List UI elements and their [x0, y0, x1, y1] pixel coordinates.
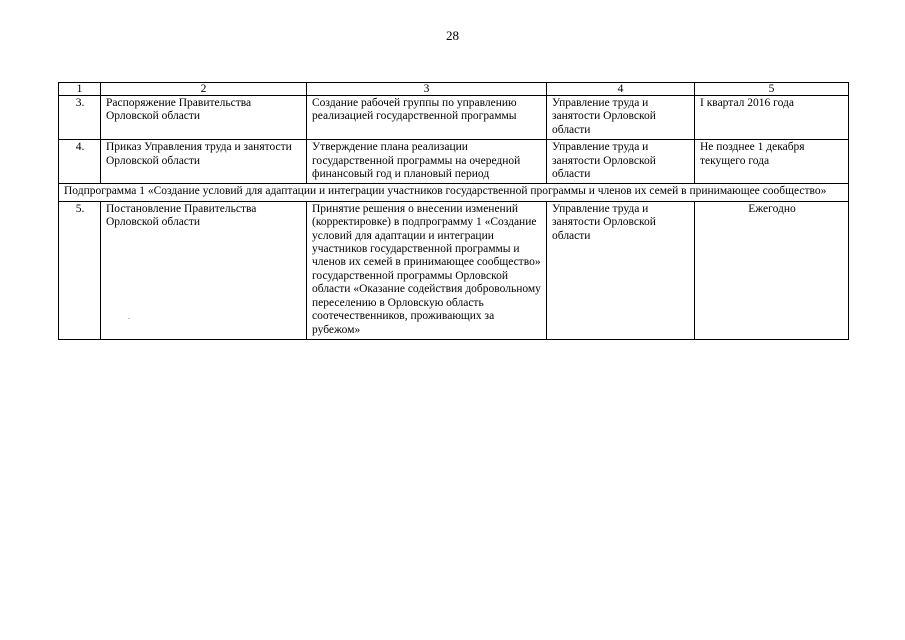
table-row	[59, 140, 849, 184]
document-type-cell: Приказ Управления труда и занятости Орловской области	[101, 140, 307, 184]
responsible-cell: Управление труда и занятости Орловской области	[547, 96, 695, 140]
subprogram-title: Подпрограмма 1 «Создание условий для адаптации и интеграции участников государственной программы и членов их семей в принимающее сообщество»	[59, 184, 849, 201]
deadline-cell: Ежегодно	[695, 201, 849, 339]
subprogram-row	[59, 184, 849, 201]
plan-table	[58, 82, 849, 340]
header-col-3: 3	[307, 83, 547, 96]
table-row	[59, 201, 849, 339]
deadline-cell: Не позднее 1 декабря текущего года	[695, 140, 849, 184]
header-col-2: 2	[101, 83, 307, 96]
row-number: 3.	[59, 96, 101, 140]
header-col-1: 1	[59, 83, 101, 96]
row-number: 4.	[59, 140, 101, 184]
header-col-4: 4	[547, 83, 695, 96]
table-row	[59, 96, 849, 140]
page-number: 28	[446, 28, 459, 43]
measure-cell: Утверждение плана реализации государственной программы на очередной финансовый год и плановый период	[307, 140, 547, 184]
measure-cell: Создание рабочей группы по управлению реализацией государственной программы	[307, 96, 547, 140]
responsible-cell: Управление труда и занятости Орловской области	[547, 201, 695, 339]
responsible-cell: Управление труда и занятости Орловской области	[547, 140, 695, 184]
measure-cell: Принятие решения о внесении изменений (корректировке) в подпрограмму 1 «Создание условий для адаптации и интеграции участников государственной программы и членов их семей в принимающее сообщество» государственной программы Орловской области «Оказание содействия добровольному переселению в Орловскую область соотечественников, проживающих за рубежом»	[307, 201, 547, 339]
document-type-cell: Распоряжение Правительства Орловской области	[101, 96, 307, 140]
header-col-5: 5	[695, 83, 849, 96]
scan-speck	[128, 318, 130, 319]
document-type-cell: Постановление Правительства Орловской области	[101, 201, 307, 339]
table-header-row	[59, 83, 849, 96]
deadline-cell: I квартал 2016 года	[695, 96, 849, 140]
row-number: 5.	[59, 201, 101, 339]
